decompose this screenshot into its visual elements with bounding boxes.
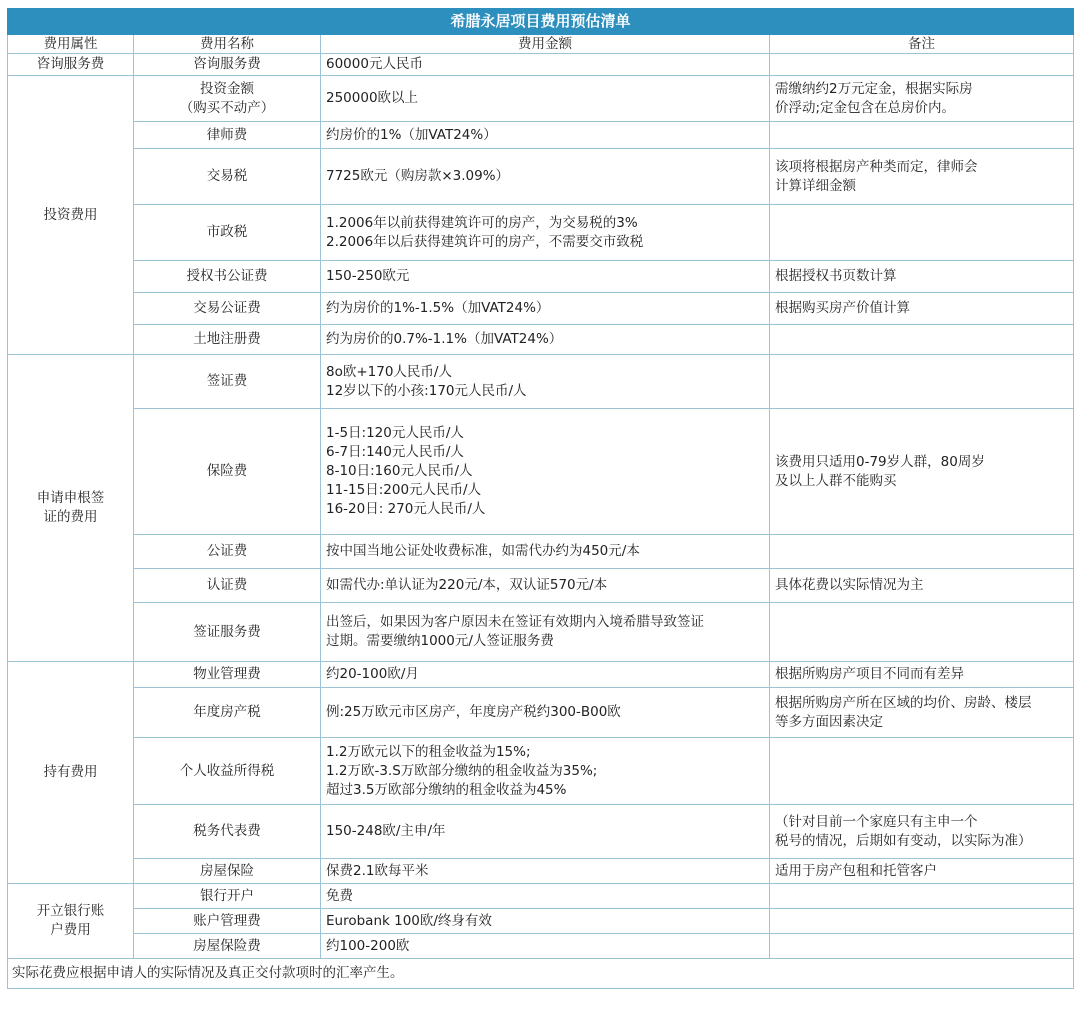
cell-line: 申请申根签: [36, 490, 105, 506]
fee-note-cell: [770, 149, 1074, 205]
cell-line: 约房价的1%（加VAT24%）: [326, 126, 497, 143]
header-name: 费用名称: [134, 35, 321, 54]
table-row: [8, 909, 1074, 934]
cell-line: 例:25万欧元市区房产，年度房产税约300-B00欧: [326, 704, 621, 720]
cell-line: 交易公证费: [193, 300, 261, 316]
cell-line: 公证费: [206, 543, 248, 559]
fee-note-cell: [770, 934, 1074, 959]
cell-line: 该费用只适用0-79岁人群，80周岁: [775, 453, 985, 470]
fee-note-cell: [770, 325, 1074, 355]
table-row: [8, 738, 1074, 805]
fee-name-cell: [134, 409, 321, 535]
cell-line: 免费: [326, 887, 353, 904]
cell-line: 房屋保险费: [193, 937, 261, 954]
table-row: [8, 409, 1074, 535]
fee-name-cell: [134, 738, 321, 805]
fee-amount-cell: [321, 884, 770, 909]
fee-note-cell: [770, 738, 1074, 805]
cell-line: 保费2.1欧每平米: [326, 862, 429, 879]
cell-line: 出签后，如果因为客户原因未在签证有效期内入境希腊导致签证: [326, 614, 704, 630]
fee-note-cell: [770, 535, 1074, 569]
cell-line: 签证服务费: [193, 623, 261, 640]
fee-amount-cell: [321, 261, 770, 293]
fee-note-cell: [770, 805, 1074, 859]
cell-line: 年度房产税: [193, 704, 261, 720]
table-row: [8, 149, 1074, 205]
cell-line: 约100-200欧: [326, 937, 410, 954]
fee-name-cell: [134, 293, 321, 325]
cell-line: Eurobank 100欧/终身有效: [326, 912, 492, 929]
fee-amount-cell: [321, 738, 770, 805]
fee-amount-cell: [321, 535, 770, 569]
cell-line: 市政税: [206, 224, 248, 240]
cell-line: 保险费: [206, 463, 248, 479]
fee-note-cell: [770, 293, 1074, 325]
cell-line: 个人收益所得税: [179, 762, 275, 779]
cell-line: 及以上人群不能购买: [775, 472, 897, 489]
cell-line: 过期。需要缴纳1000元/人签证服务费: [326, 633, 554, 649]
cell-line: 11-15日:200元人民币/人: [326, 482, 482, 498]
fee-name-cell: [134, 934, 321, 959]
fee-name-cell: [134, 569, 321, 603]
fee-note-cell: [770, 884, 1074, 909]
cell-line: 银行开户: [200, 887, 254, 904]
table-row: [8, 205, 1074, 261]
fee-amount-cell: [321, 603, 770, 662]
table-row: [8, 54, 1074, 76]
cell-line: 等多方面因素决定: [775, 713, 883, 730]
fee-note-cell: [770, 355, 1074, 409]
cell-line: 证的费用: [43, 509, 98, 525]
cell-line: 1-5日:120元人民币/人: [326, 425, 464, 441]
cell-line: 8-10日:160元人民币/人: [326, 463, 473, 479]
fee-note-cell: [770, 603, 1074, 662]
fee-note-cell: [770, 205, 1074, 261]
table-row: [8, 662, 1074, 688]
cell-line: 6-7日:140元人民币/人: [326, 444, 464, 460]
fee-name-cell: [134, 76, 321, 122]
cell-line: 该项将根据房产种类而定，律师会: [775, 158, 978, 175]
fee-name-cell: [134, 688, 321, 738]
fee-attribute-cell: [8, 355, 134, 662]
table-row: [8, 569, 1074, 603]
fee-amount-cell: [321, 805, 770, 859]
table-row: [8, 934, 1074, 959]
fee-name-cell: [134, 603, 321, 662]
header-attr: 费用属性: [8, 35, 134, 54]
cell-line: 户费用: [50, 922, 91, 938]
cell-line: 税号的情况，后期如有变动，以实际为准）: [775, 832, 1032, 849]
table-row: [8, 293, 1074, 325]
header-row: [8, 35, 1074, 54]
cell-line: 16-20日: 270元人民币/人: [326, 501, 486, 517]
fee-note-cell: [770, 76, 1074, 122]
cell-line: 如需代办:单认证为220元/本，双认证570元/本: [326, 577, 608, 593]
fee-attribute-cell: 持有费用: [8, 662, 134, 884]
fee-table-container: [7, 8, 1073, 989]
cell-line: 超过3.5万欧部分缴纳的租金收益为45%: [326, 781, 567, 798]
cell-line: 12岁以下的小孩:170元人民币/人: [326, 382, 527, 399]
fee-amount-cell: [321, 293, 770, 325]
fee-name-cell: [134, 859, 321, 884]
cell-line: 具体花费以实际情况为主: [775, 577, 924, 593]
cell-line: 根据购买房产价值计算: [775, 300, 910, 316]
fee-note-cell: [770, 122, 1074, 149]
fee-attribute-cell: 咨询服务费: [8, 54, 134, 76]
fee-note-cell: [770, 688, 1074, 738]
cell-line: 7725欧元（购房款×3.09%）: [326, 168, 510, 184]
fee-amount-cell: [321, 688, 770, 738]
cell-line: （购买不动产）: [179, 99, 275, 116]
cell-line: 账户管理费: [193, 912, 261, 929]
cell-line: 认证费: [206, 577, 248, 593]
cell-line: 计算详细金额: [775, 177, 856, 194]
cell-line: 1.2006年以前获得建筑许可的房产，为交易税的3%: [326, 214, 638, 231]
cell-line: 授权书公证费: [186, 268, 268, 284]
table-row: [8, 355, 1074, 409]
cell-line: 约为房价的0.7%-1.1%（加VAT24%）: [326, 331, 563, 347]
cell-line: 土地注册费: [193, 331, 261, 347]
fee-name-cell: [134, 325, 321, 355]
fee-amount-cell: [321, 325, 770, 355]
cell-line: 投资金额: [200, 80, 254, 97]
table-row: [8, 805, 1074, 859]
cell-line: 签证费: [206, 373, 248, 389]
footer-row: [8, 959, 1074, 989]
fee-amount-cell: [321, 569, 770, 603]
table-row: [8, 859, 1074, 884]
table-row: [8, 884, 1074, 909]
fee-amount-cell: [321, 662, 770, 688]
fee-amount-cell: [321, 54, 770, 76]
fee-amount-cell: [321, 149, 770, 205]
table-row: [8, 261, 1074, 293]
header-note: 备注: [770, 35, 1074, 54]
fee-name-cell: [134, 122, 321, 149]
cell-line: 房屋保险: [200, 862, 254, 879]
fee-amount-cell: [321, 122, 770, 149]
fee-amount-cell: [321, 76, 770, 122]
fee-name-cell: [134, 205, 321, 261]
fee-amount-cell: [321, 205, 770, 261]
fee-name-cell: [134, 909, 321, 934]
table-row: [8, 122, 1074, 149]
fee-amount-cell: [321, 909, 770, 934]
cell-line: 150-250欧元: [326, 268, 410, 284]
table-row: [8, 535, 1074, 569]
cell-line: 适用于房产包租和托管客户: [775, 862, 937, 879]
cell-line: 需缴纳约2万元定金，根据实际房: [775, 80, 973, 97]
cell-line: 约20-100欧/月: [326, 666, 419, 682]
fee-amount-cell: [321, 859, 770, 884]
fee-amount-cell: [321, 409, 770, 535]
cell-line: 根据所购房产所在区域的均价、房龄、楼层: [775, 694, 1032, 711]
table-row: [8, 76, 1074, 122]
fee-note-cell: [770, 409, 1074, 535]
fee-attribute-cell: [8, 884, 134, 959]
fee-name-cell: [134, 662, 321, 688]
cell-line: 按中国当地公证处收费标准，如需代办约为450元/本: [326, 543, 640, 559]
fee-note-cell: [770, 261, 1074, 293]
table-row: [8, 603, 1074, 662]
fee-name-cell: [134, 355, 321, 409]
footer-note: 实际花费应根据申请人的实际情况及真正交付款项时的汇率产生。: [8, 959, 1074, 989]
fee-estimate-table: [7, 8, 1074, 989]
fee-name-cell: [134, 884, 321, 909]
cell-line: 1.2万欧-3.S万欧部分缴纳的租金收益为35%;: [326, 762, 598, 779]
fee-note-cell: [770, 54, 1074, 76]
header-amount: 费用金额: [321, 35, 770, 54]
fee-amount-cell: [321, 355, 770, 409]
cell-line: 律师费: [206, 126, 248, 143]
fee-attribute-cell: 投资费用: [8, 76, 134, 355]
cell-line: 1.2万欧元以下的租金收益为15%;: [326, 743, 531, 760]
fee-amount-cell: [321, 934, 770, 959]
fee-note-cell: [770, 662, 1074, 688]
cell-line: 2.2006年以后获得建筑许可的房产，不需要交市致税: [326, 233, 644, 250]
table-title: 希腊永居项目费用预估清单: [8, 9, 1074, 35]
cell-line: 约为房价的1%-1.5%（加VAT24%）: [326, 300, 550, 316]
cell-line: 税务代表费: [193, 823, 261, 839]
table-row: [8, 325, 1074, 355]
fee-note-cell: [770, 859, 1074, 884]
cell-line: 8o欧+170人民币/人: [326, 363, 452, 380]
cell-line: 250000欧以上: [326, 90, 419, 106]
fee-name-cell: [134, 535, 321, 569]
fee-note-cell: [770, 909, 1074, 934]
cell-line: 交易税: [206, 168, 248, 184]
cell-line: 150-248欧/主申/年: [326, 823, 446, 839]
cell-line: 物业管理费: [193, 666, 261, 682]
fee-name-cell: [134, 805, 321, 859]
cell-line: 价浮动;定金包含在总房价内。: [775, 99, 956, 116]
cell-line: 根据所购房产项目不同而有差异: [775, 666, 964, 682]
cell-line: （针对目前一个家庭只有主申一个: [775, 813, 978, 830]
cell-line: 开立银行账: [36, 903, 105, 919]
fee-name-cell: [134, 261, 321, 293]
table-row: [8, 688, 1074, 738]
cell-line: 根据授权书页数计算: [775, 268, 897, 284]
cell-line: 咨询服务费: [193, 56, 261, 72]
fee-note-cell: [770, 569, 1074, 603]
fee-name-cell: [134, 149, 321, 205]
title-row: [8, 9, 1074, 35]
cell-line: 60000元人民币: [326, 56, 423, 72]
fee-name-cell: [134, 54, 321, 76]
